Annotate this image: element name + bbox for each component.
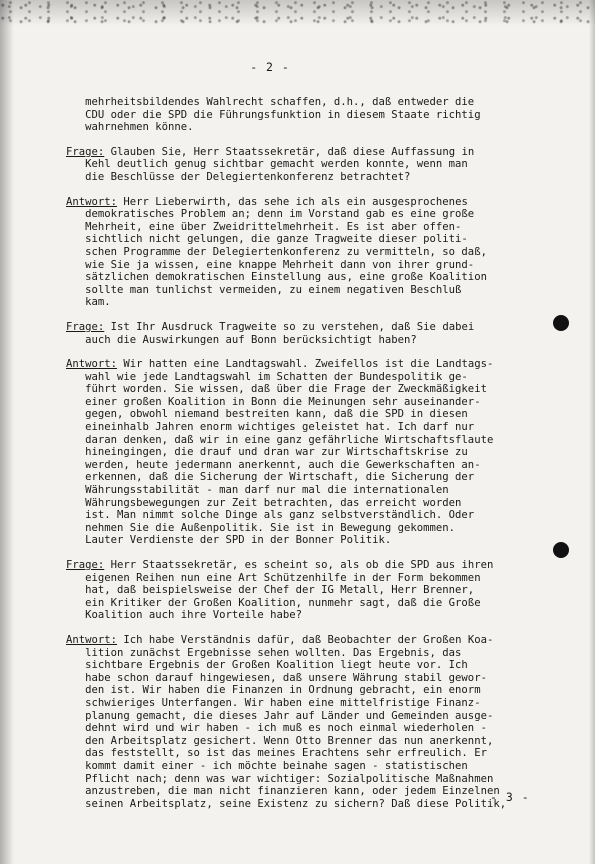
line-text: Glauben Sie, Herr Staatssekretär, daß diese Auffassung in: [104, 145, 475, 158]
line-text: lition zunächst Ergebnisse sehen wollten. Das Ergebnis, das: [66, 646, 462, 659]
text-line: [66, 634, 536, 647]
interview-text: [66, 96, 536, 822]
scan-edge-left: [0, 0, 14, 864]
text-line: [66, 572, 536, 585]
frage-block: [66, 559, 536, 622]
text-line: [66, 798, 536, 811]
text-line: [66, 722, 536, 735]
text-line: [66, 672, 536, 685]
speaker-label: Frage:: [66, 320, 105, 333]
line-text: kommt damit einer - ich möchte beinahe sagen - statistischen: [66, 759, 468, 772]
text-line: [66, 735, 536, 748]
text-line: [66, 271, 536, 284]
text-line: [66, 446, 536, 459]
line-text: Ich habe Verständnis dafür, daß Beobachter der Großen Koa-: [117, 633, 494, 646]
line-text: dehnt wird und wir haben - ich muß es noch einmal wiederholen -: [66, 722, 487, 735]
text-line: [66, 321, 536, 334]
line-text: führt worden. Sie wissen, daß über die Frage der Zweckmäßigkeit: [66, 383, 487, 396]
text-line: [66, 421, 536, 434]
text-line: [66, 747, 536, 760]
line-text: Pflicht nach; denn was war wichtiger: Sozialpolitische Maßnahmen: [66, 772, 494, 785]
text-line: [66, 522, 536, 535]
text-line: [66, 246, 536, 259]
speaker-label: Antwort:: [66, 358, 118, 371]
antwort-block: [66, 196, 536, 309]
text-line: [66, 484, 536, 497]
line-text: einer großen Koalition in Bonn die Meinungen sehr auseinander-: [66, 395, 481, 408]
line-text: eineinhalb Jahren enorm wichtiges geleistet hat. Ich darf nur: [66, 421, 475, 434]
line-text: wie Sie ja wissen, eine knappe Mehrheit dann von ihrer grund-: [66, 258, 475, 271]
text-line: [66, 396, 536, 409]
line-text: Herr Lieberwirth, das sehe ich als ein ausgesprochenes: [117, 195, 468, 208]
text-line: [66, 208, 536, 221]
text-line: [66, 609, 536, 622]
text-line: [66, 171, 536, 184]
line-text: sichtbare Ergebnis der Großen Koalition liegt heute vor. Ich: [66, 659, 468, 672]
line-text: gegen, obwohl niemand bestreiten kann, daß die SPD in diesen: [66, 408, 468, 421]
text-line: [66, 584, 536, 597]
scan-edge-right: [589, 0, 595, 864]
text-line: [66, 96, 536, 109]
scan-edge-top: [0, 0, 595, 26]
text-line: [66, 334, 536, 347]
speaker-label: Frage:: [66, 145, 105, 158]
speaker-label: Frage:: [66, 559, 105, 571]
text-line: [66, 371, 536, 384]
text-line: [66, 497, 536, 510]
text-line: [66, 710, 536, 723]
line-text: eigenen Reihen nun eine Art Schützenhilfe in der Form bekommen: [66, 571, 481, 584]
text-line: [66, 109, 536, 122]
line-text: Ist Ihr Ausdruck Tragweite so zu verstehen, daß Sie dabei: [104, 320, 475, 333]
text-line: [66, 284, 536, 297]
punch-hole-upper: [553, 315, 569, 331]
text-line: [66, 559, 536, 572]
antwort-block: [66, 634, 536, 810]
line-text: das feststellt, so ist das meines Erachtens sehr erfreulich. Er: [66, 747, 487, 760]
page-number: - 2 -: [250, 60, 290, 74]
line-text: erkennen, daß die Sicherung der Wirtschaft, die Sicherung der: [66, 471, 475, 484]
line-text: Währungsbewegungen zur Zeit betrachten, das erreicht worden: [66, 496, 462, 509]
text-line: [66, 760, 536, 773]
antwort-block: [66, 358, 536, 547]
line-text: ein Kritiker der Großen Koalition, nunmehr sagt, daß die Große: [66, 596, 481, 609]
text-line: [66, 509, 536, 522]
text-line: [66, 221, 536, 234]
line-text: Koalition auch ihre Vorteile habe?: [66, 609, 302, 622]
text-line: [66, 697, 536, 710]
line-text: den Arbeitsplatz gesichert. Wenn Otto Brenner das nun anerkennt,: [66, 734, 494, 747]
line-text: habe schon darauf hingewiesen, daß unsere Währung stabil gewor-: [66, 671, 487, 684]
line-text: den ist. Wir haben die Finanzen in Ordnung gebracht, ein enorm: [66, 684, 481, 697]
line-text: schen Programme der Delegiertenkonferenz zu vermitteln, so daß,: [66, 245, 487, 258]
line-text: werden, heute jedermann anerkennt, auch die Gewerkschaften an-: [66, 458, 481, 471]
text-line: [66, 158, 536, 171]
line-text: anzustreben, die man nicht finanzieren kann, oder jedem Einzelnen: [66, 785, 500, 798]
line-text: sollte man tunlichst vermeiden, zu einem negativen Beschluß: [66, 283, 462, 296]
text-line: [66, 383, 536, 396]
text-line: [66, 196, 536, 209]
text-line: [66, 647, 536, 660]
text-line: [66, 597, 536, 610]
line-text: Währungsstabilität - man darf nur mal die internationalen: [66, 484, 449, 497]
line-text: kam.: [66, 296, 111, 309]
line-text: daran denken, daß wir in eine ganz gefährliche Wirtschaftsflaute: [66, 433, 494, 446]
line-text: wahrnehmen könne.: [66, 121, 194, 134]
text-line: [66, 358, 536, 371]
line-text: wahl wie jede Landtagswahl im Schatten der Bundespolitik ge-: [66, 370, 468, 383]
line-text: ist. Man nimmt solche Dinge als ganz selbstverständlich. Oder: [66, 509, 475, 522]
line-text: hineingingen, die drauf und dran war zur Wirtschaftskrise zu: [66, 446, 468, 459]
text-line: [66, 296, 536, 309]
text-line: [66, 146, 536, 159]
line-text: Kehl deutlich genug sichtbar gemacht werden konnte, wenn man: [66, 158, 468, 171]
line-text: Herr Staatssekretär, es scheint so, als ob die SPD aus ihren: [104, 559, 494, 571]
line-text: sichtlich nicht gelungen, die ganze Tragweite dieser politi-: [66, 233, 468, 246]
line-text: Lauter Verdienste der SPD in der Bonner Politik.: [66, 534, 392, 547]
text-line: [66, 434, 536, 447]
line-text: demokratisches Problem an; denn im Vorstand gab es eine große: [66, 208, 475, 221]
speaker-label: Antwort:: [66, 195, 118, 208]
line-text: planung gemacht, die dieses Jahr auf Länder und Gemeinden ausge-: [66, 709, 494, 722]
line-text: CDU oder die SPD die Führungsfunktion in diesem Staate richtig: [66, 108, 481, 121]
text-line: [66, 408, 536, 421]
line-text: auch die Auswirkungen auf Bonn berücksichtigt haben?: [66, 333, 417, 346]
punch-hole-lower: [553, 542, 569, 558]
text-line: [66, 773, 536, 786]
line-text: nehmen Sie die Außenpolitik. Sie ist in Bewegung gekommen.: [66, 521, 456, 534]
line-text: seinen Arbeitsplatz, seine Existenz zu sichern? Daß diese Politik,: [66, 797, 507, 810]
text-line: [66, 659, 536, 672]
text-line: [66, 785, 536, 798]
line-text: Wir hatten eine Landtagswahl. Zweifellos ist die Landtags-: [117, 358, 494, 371]
text-line: [66, 259, 536, 272]
frage-block: [66, 321, 536, 346]
line-text: schwieriges Unterfangen. Wir haben eine mittelfristige Finanz-: [66, 696, 481, 709]
frage-block: [66, 146, 536, 184]
line-text: hat, daß beispielsweise der Chef der IG Metall, Herr Brenner,: [66, 584, 475, 597]
line-text: Mehrheit, eine über Zweidrittelmehrheit. Es ist aber offen-: [66, 220, 462, 233]
text-line: [66, 121, 536, 134]
text-line: [66, 233, 536, 246]
line-text: die Beschlüsse der Delegiertenkonferenz betrachtet?: [66, 170, 411, 183]
next-page-marker: - 3 -: [490, 790, 530, 804]
text-line: [66, 471, 536, 484]
text-line: [66, 534, 536, 547]
text-line: [66, 684, 536, 697]
text-line: [66, 459, 536, 472]
speaker-label: Antwort:: [66, 633, 118, 646]
continuation-block: [66, 96, 536, 134]
line-text: mehrheitsbildendes Wahlrecht schaffen, d.h., daß entweder die: [66, 96, 475, 108]
line-text: sätzlichen demokratischen Einstellung aus, eine große Koalition: [66, 271, 487, 284]
